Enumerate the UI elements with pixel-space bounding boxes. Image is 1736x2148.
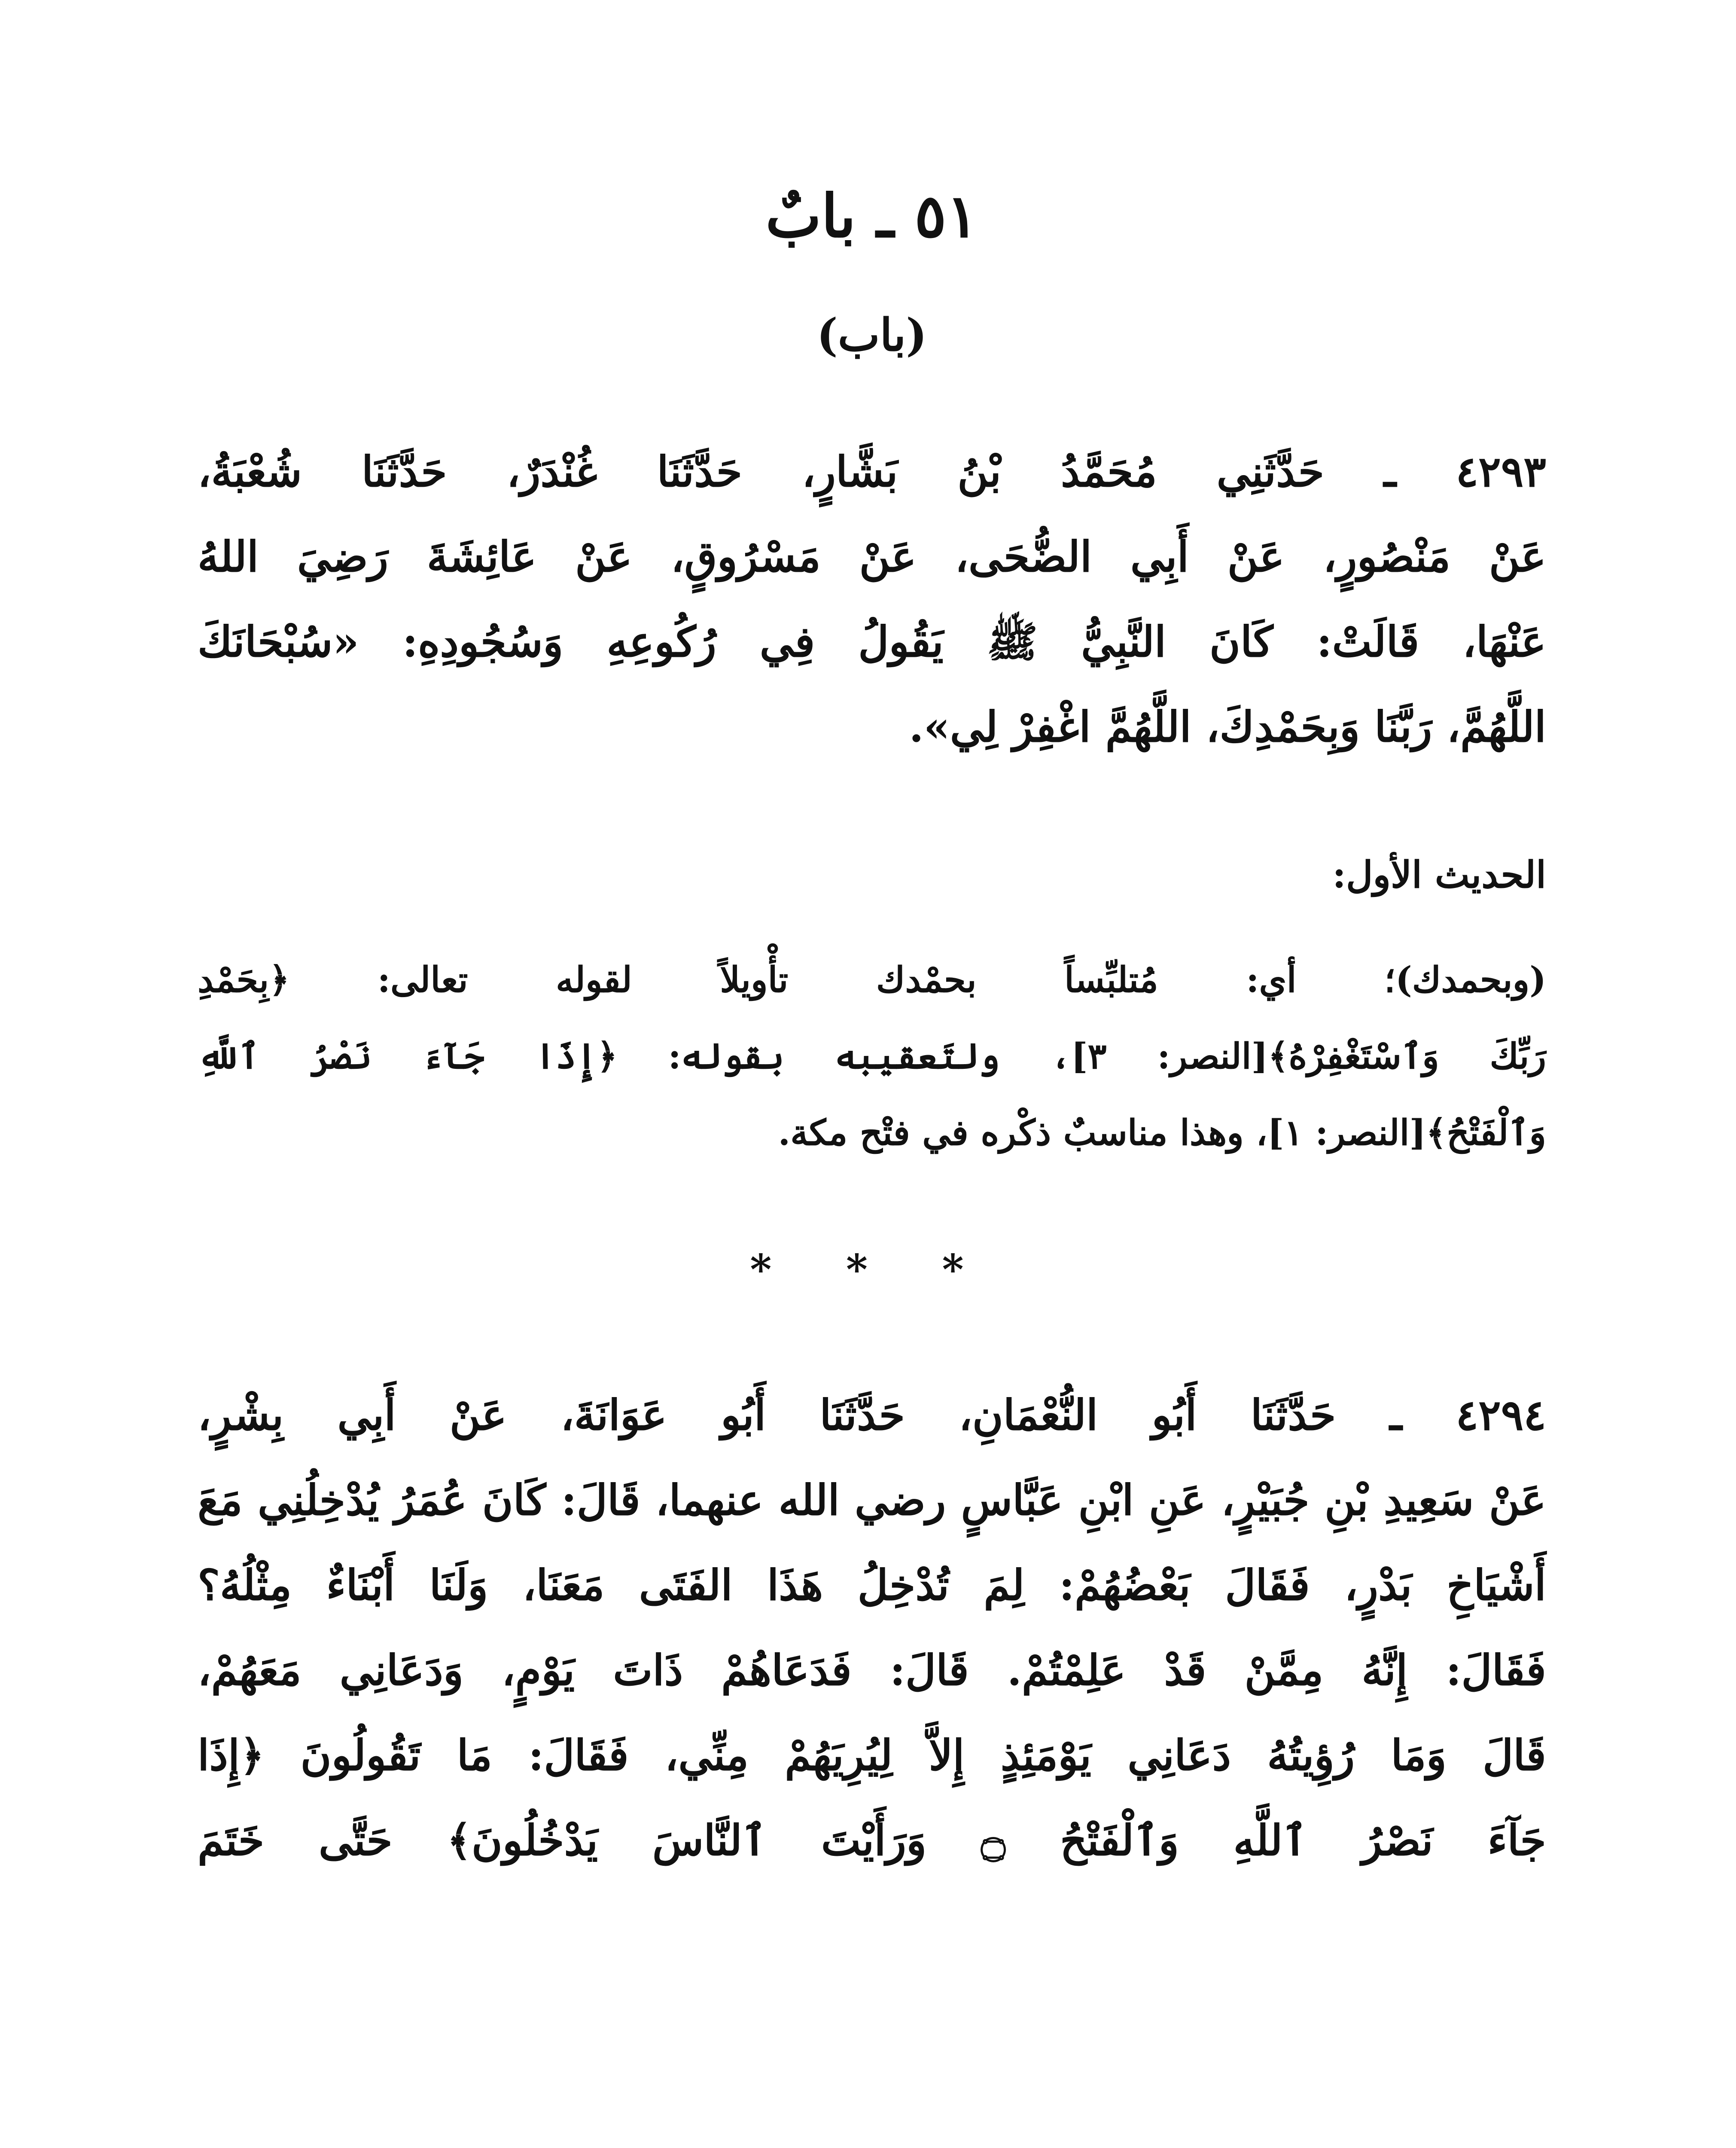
chapter-title: ٥١ ـ بابٌ [765, 181, 978, 251]
hadith-4293-line: عَنْ مَنْصُورٍ، عَنْ أَبِي الضُّحَى، عَنْ مَسْرُوقٍ، عَنْ عَائِشَةَ رَضِيَ اللهُ [198, 532, 1546, 582]
document-page [198, 180, 1546, 2148]
hadith-4293-line: اللَّهُمَّ، رَبَّنَا وَبِحَمْدِكَ، اللَّهُمَّ اغْفِرْ لِي». [909, 702, 1546, 752]
commentary-line: رَبِّكَ وَٱسْتَغْفِرْهُ﴾[النصر: ٣]، ولتَعقيبه بقوله: ﴿إِذَا جَآءَ نَصْرُ ٱللَّهِ [198, 1036, 1546, 1077]
commentary-line: (وبحمدك)؛ أي: مُتلبِّساً بحمْدك تأْويلاً لقوله تعالى: ﴿بِحَمْدِ [198, 959, 1546, 1001]
commentary-line: وَٱلْفَتْحُ﴾[النصر: ١]، وهذا مناسبٌ ذكْره في فتْح مكة. [778, 1112, 1546, 1153]
hadith-4293 [198, 430, 1546, 770]
hadith-4294-line: جَآءَ نَصْرُ ٱللَّهِ وَٱلْفَتْحُ ۝ وَرَأَيْتَ ٱلنَّاسَ يَدْخُلُونَ﴾ حَتَّى خَتَمَ [198, 1816, 1546, 1865]
section-subheading: (باب) [816, 308, 927, 361]
hadith-4294-line: أَشْيَاخِ بَدْرٍ، فَقَالَ بَعْضُهُمْ: لِمَ تُدْخِلُ هَذَا الفَتَى مَعَنَا، وَلَنَا أَبْنَاءٌ مِثْلُهُ؟ [198, 1561, 1546, 1610]
hadith-4294-line: عَنْ سَعِيدِ بْنِ جُبَيْرٍ، عَنِ ابْنِ عَبَّاسٍ رضي الله عنهما، قَالَ: كَانَ عُمَرُ يُدْخِلُنِي مَعَ [198, 1476, 1546, 1525]
hadith-4294-line: قَالَ وَمَا رُؤِيتُهُ دَعَانِي يَوْمَئِذٍ إِلاَّ لِيُرِيَهُمْ مِنِّي، فَقَالَ: مَا تَقُولُونَ ﴿إِذَا [198, 1731, 1546, 1780]
hadith-4294 [198, 1373, 1546, 1883]
section-separator: * * * [750, 1245, 994, 1294]
hadith-4293-line: عَنْهَا، قَالَتْ: كَانَ النَّبِيُّ ﷺ يَقُولُ فِي رُكُوعِهِ وَسُجُودِهِ: «سُبْحَانَكَ [198, 617, 1546, 667]
hadith-4294-line: فَقَالَ: إِنَّهُ مِمَّنْ قَدْ عَلِمْتُمْ. قَالَ: فَدَعَاهُمْ ذَاتَ يَوْمٍ، وَدَعَانِي مَعَهُمْ، [198, 1646, 1546, 1695]
commentary-text [198, 942, 1546, 1171]
hadith-4293-line: ٤٢٩٣ ـ حَدَّثَنِي مُحَمَّدُ بْنُ بَشَّارٍ، حَدَّثَنَا غُنْدَرٌ، حَدَّثَنَا شُعْبَةُ، [198, 447, 1546, 497]
hadith-4294-line: ٤٢٩٤ ـ حَدَّثَنَا أَبُو النُّعْمَانِ، حَدَّثَنَا أَبُو عَوَانَةَ، عَنْ أَبِي بِشْرٍ، [198, 1391, 1546, 1440]
commentary-heading: الحديث الأول: [1332, 853, 1546, 897]
